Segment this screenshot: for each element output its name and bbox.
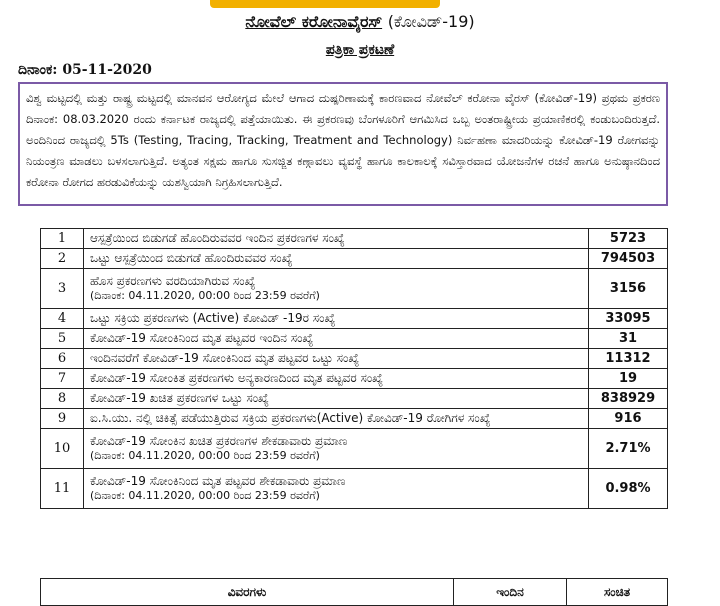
row-value: 19 — [589, 369, 668, 389]
table-row — [41, 269, 668, 309]
table-row — [41, 249, 668, 269]
table-row — [41, 349, 668, 369]
details-col-today: ಇಂದಿನ — [454, 579, 567, 606]
row-label: ಕೋವಿಡ್-19 ಖಚಿತ ಪ್ರಕರಣಗಳ ಒಟ್ಟು ಸಂಖ್ಯೆ — [90, 391, 269, 405]
intro-paragraph: ವಿಶ್ವ ಮಟ್ಟದಲ್ಲಿ ಮತ್ತು ರಾಷ್ಟ್ರ ಮಟ್ಟದಲ್ಲಿ ಮಾನವನ ಆರೋಗ್ಯದ ಮೇಲೆ ಆಗಾದ ದುಷ್ಪರಿಣಾಮಕ್ಕೆ ಕಾರಣವಾದ ನೋವೆಲ್ ಕರೋನಾ ವೈರಸ್ (ಕೋವಿಡ್-19) ಪ್ರಥಮ ಪ್ರಕರಣ ದಿನಾಂಕ: 08.03.2020 ರಂದು ಕರ್ನಾಟಕ ರಾಜ್ಯದಲ್ಲಿ ಪತ್ತೆಯಾಯಿತು. ಈ ಪ್ರಕರಣವು ಬೆಂಗಳೂರಿಗೆ ಆಗಮಿಸಿದ ಒಬ್ಬ ಅಂತರಾಷ್ಟ್ರೀಯ ಪ್ರಯಾಣಿಕರಲ್ಲಿ ಕಂಡುಬಂದಿರುತ್ತದೆ. ಅಂದಿನಿಂದ ರಾಜ್ಯದಲ್ಲಿ 5Ts (Testing, Tracing, Tracking, Treatment and Technology) ನಿರ್ವಹಣಾ ಮಾದರಿಯನ್ನು ಕೋವಿಡ್-19 ರೋಗವನ್ನು ನಿಯಂತ್ರಣ ಮಾಡಲು ಬಳಸಲಾಗುತ್ತಿದೆ. ಅತ್ಯಂತ ಸಕ್ಷಮ ಹಾಗೂ ಸುಸಜ್ಜಿತ ಕಣ್ಗಾವಲು ವ್ಯವಸ್ಥೆ ಹಾಗೂ ಕಾಲಕಾಲಕ್ಕೆ ಸವಿಸ್ತಾರವಾದ ಯೋಜನೆಗಳ ರಚನೆ ಹಾಗೂ ಅನುಷ್ಠಾನದಿಂದ ಕರೋನಾ ರೋಗದ ಹರಡುವಿಕೆಯನ್ನು ಯಶಸ್ವಿಯಾಗಿ ನಿಗ್ರಹಿಸಲಾಗುತ್ತಿದೆ. — [18, 82, 668, 206]
page-title — [0, 12, 720, 32]
row-value: 916 — [589, 409, 668, 429]
row-number: 6 — [41, 349, 84, 369]
row-number: 3 — [41, 269, 84, 309]
row-label-cell — [84, 389, 589, 409]
row-number: 9 — [41, 409, 84, 429]
row-value: 31 — [589, 329, 668, 349]
release-date: ದಿನಾಂಕ: 05-11-2020 — [18, 62, 152, 78]
row-label: ಆಸ್ಪತ್ರೆಯಿಂದ ಬಿಡುಗಡೆ ಹೊಂದಿರುವವರ ಇಂದಿನ ಪ್ರಕರಣಗಳ ಸಂಖ್ಯೆ — [90, 231, 345, 245]
row-number: 8 — [41, 389, 84, 409]
row-label-cell — [84, 269, 589, 309]
row-value: 11312 — [589, 349, 668, 369]
stats-table — [40, 228, 668, 509]
title-paren: (ಕೋವಿಡ್-19) — [387, 12, 475, 31]
row-value: 33095 — [589, 309, 668, 329]
row-label-cell — [84, 249, 589, 269]
row-label: ಕೋವಿಡ್-19 ಸೋಂಕಿನಿಂದ ಮೃತ ಪಟ್ಟವರ ಶೇಕಡಾವಾರು ಪ್ರಮಾಣ — [90, 474, 346, 488]
row-number: 10 — [41, 429, 84, 469]
row-value: 5723 — [589, 229, 668, 249]
row-label: ಒಟ್ಟು ಆಸ್ಪತ್ರೆಯಿಂದ ಬಿಡುಗಡೆ ಹೊಂದಿರುವವರ ಸಂಖ್ಯೆ — [90, 251, 293, 265]
table-row — [41, 469, 668, 509]
row-value: 794503 — [589, 249, 668, 269]
row-value: 3156 — [589, 269, 668, 309]
row-label: ಐ.ಸಿ.ಯು. ನಲ್ಲಿ ಚಿಕಿತ್ಸೆ ಪಡೆಯುತ್ತಿರುವ ಸಕ್ರಿಯ ಪ್ರಕರಣಗಳು(Active) ಕೋವಿಡ್-19 ರೋಗಿಗಳ ಸಂಖ್ಯೆ — [90, 411, 491, 425]
row-label: ಕೋವಿಡ್-19 ಸೋಂಕಿನಿಂದ ಮೃತ ಪಟ್ಟವರ ಇಂದಿನ ಸಂಖ್ಯೆ — [90, 331, 314, 345]
details-col-details: ವಿವರಗಳು — [41, 579, 454, 606]
details-col-cumulative: ಸಂಚಿತ — [567, 579, 668, 606]
row-label-cell — [84, 229, 589, 249]
row-sublabel: (ದಿನಾಂಕ: 04.11.2020, 00:00 ರಿಂದ 23:59 ರವರೆಗೆ) — [90, 449, 320, 462]
row-label-cell — [84, 429, 589, 469]
row-label-cell — [84, 369, 589, 389]
row-number: 4 — [41, 309, 84, 329]
row-label: ಕೋವಿಡ್-19 ಸೋಂಕಿತ ಪ್ರಕರಣಗಳು ಅನ್ಯಕಾರಣದಿಂದ ಮೃತ ಪಟ್ಟವರ ಸಂಖ್ಯೆ — [90, 371, 384, 385]
title-main: ನೋವೆಲ್ ಕರೋನಾವೈರಸ್ — [245, 12, 383, 31]
row-sublabel: (ದಿನಾಂಕ: 04.11.2020, 00:00 ರಿಂದ 23:59 ರವರೆಗೆ) — [90, 289, 320, 302]
row-number: 7 — [41, 369, 84, 389]
row-sublabel: (ದಿನಾಂಕ: 04.11.2020, 00:00 ರಿಂದ 23:59 ರವರೆಗೆ) — [90, 489, 320, 502]
row-label: ಇಂದಿನವರೆಗೆ ಕೋವಿಡ್-19 ಸೋಂಕಿನಿಂದ ಮೃತ ಪಟ್ಟವರ ಒಟ್ಟು ಸಂಖ್ಯೆ — [90, 351, 360, 365]
row-value: 838929 — [589, 389, 668, 409]
row-number: 2 — [41, 249, 84, 269]
table-row — [41, 369, 668, 389]
row-number: 5 — [41, 329, 84, 349]
table-row — [41, 309, 668, 329]
row-number: 1 — [41, 229, 84, 249]
row-label-cell — [84, 329, 589, 349]
row-number: 11 — [41, 469, 84, 509]
page-subtitle: ಪತ್ರಿಕಾ ಪ್ರಕಟಣೆ — [325, 42, 395, 58]
details-table — [40, 578, 668, 606]
row-label: ಕೋವಿಡ್-19 ಸೋಂಕಿನ ಖಚಿತ ಪ್ರಕರಣಗಳ ಶೇಕಡಾವಾರು ಪ್ರಮಾಣ — [90, 434, 348, 448]
row-label-cell — [84, 469, 589, 509]
table-row — [41, 409, 668, 429]
row-value: 2.71% — [589, 429, 668, 469]
row-label: ಹೊಸ ಪ್ರಕರಣಗಳು ವರದಿಯಾಗಿರುವ ಸಂಖ್ಯೆ — [90, 274, 256, 288]
row-label-cell — [84, 309, 589, 329]
header-accent-bar — [210, 0, 440, 8]
table-row — [41, 389, 668, 409]
row-label: ಒಟ್ಟು ಸಕ್ರಿಯ ಪ್ರಕರಣಗಳು (Active) ಕೋವಿಡ್ -19ರ ಸಂಖ್ಯೆ — [90, 311, 336, 325]
table-row — [41, 229, 668, 249]
table-row — [41, 429, 668, 469]
row-value: 0.98% — [589, 469, 668, 509]
table-row — [41, 329, 668, 349]
row-label-cell — [84, 409, 589, 429]
details-header-row — [41, 579, 668, 606]
row-label-cell — [84, 349, 589, 369]
